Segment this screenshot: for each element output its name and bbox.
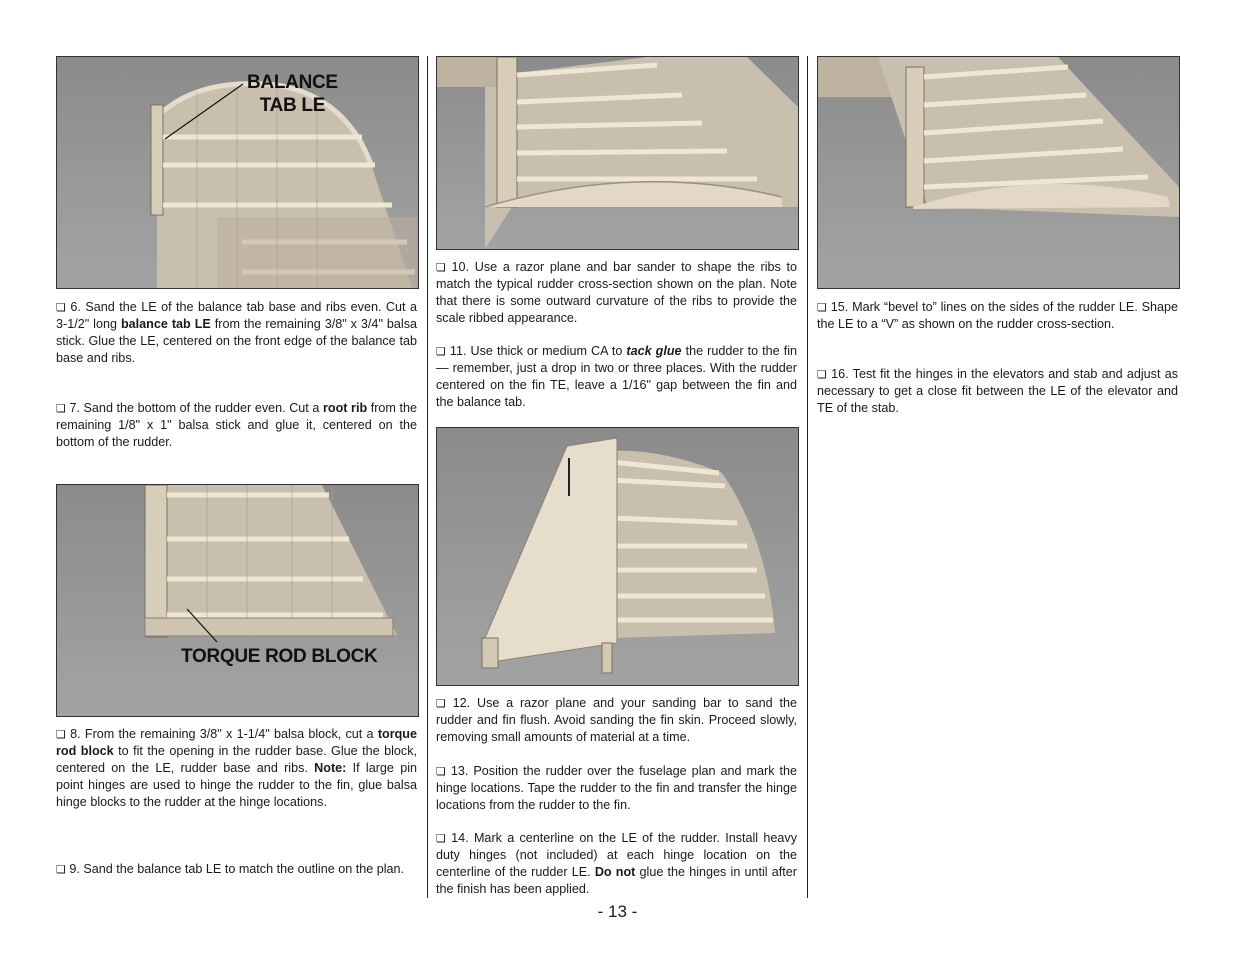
checkbox-icon[interactable]: ❏ [436, 261, 446, 274]
balsa-structure-illustration [57, 57, 418, 288]
balsa-structure-illustration [57, 485, 418, 716]
step-10: ❏ 10. Use a razor plane and bar sander to shape the ribs to match the typical rudder cross-section shown on the plan. Note that there is some outward curvature of the ribs to provide the scale ribbed appearance. [436, 260, 797, 325]
checkbox-icon[interactable]: ❏ [436, 832, 446, 845]
step-7: ❏ 7. Sand the bottom of the rudder even. Cut a root rib from the remaining 1/8" x 1" balsa stick and glue it, centered on the bottom of the rudder. [56, 401, 417, 449]
checkbox-icon[interactable]: ❏ [56, 402, 66, 415]
checkbox-icon[interactable]: ❏ [817, 301, 827, 314]
photo-rudder-on-fin [436, 427, 799, 686]
column-divider-left [427, 56, 428, 898]
step-6: ❏ 6. Sand the LE of the balance tab base and ribs even. Cut a 3-1/2" long balance tab LE from the remaining 3/8" x 3/4" balsa stick. Glue the LE, centered on the front edge of the balance tab base and ribs. [56, 300, 417, 365]
photo-shaped-ribs [436, 56, 799, 250]
step-8: ❏ 8. From the remaining 3/8" x 1-1/4" balsa block, cut a torque rod block to fit the opening in the rudder base. Glue the block, centered on the LE, rudder base and ribs. Note: If large pin point hinges are used to hinge the rudder to the fin, glue balsa hinge blocks to the rudder at the hinge locations. [56, 727, 417, 809]
step-13: ❏ 13. Position the rudder over the fuselage plan and mark the hinge locations. Tape the rudder to the fin and transfer the hinge locations from the rudder to the fin. [436, 764, 797, 812]
step-11: ❏ 11. Use thick or medium CA to tack glue the rudder to the fin — remember, just a drop in two or three places. With the rudder centered on the fin TE, leave a 1/16" gap between the fin and the balance tab. [436, 344, 797, 409]
checkbox-icon[interactable]: ❏ [436, 765, 446, 778]
checkbox-icon[interactable]: ❏ [56, 301, 66, 314]
checkbox-icon[interactable]: ❏ [436, 345, 446, 358]
photo-bevel-le [817, 56, 1180, 289]
checkbox-icon[interactable]: ❏ [56, 728, 66, 741]
balsa-structure-illustration [818, 57, 1179, 288]
photo-balance-tab-le [56, 56, 419, 289]
step-14: ❏ 14. Mark a centerline on the LE of the rudder. Install heavy duty hinges (not included) at each hinge location on the centerline of the rudder LE. Do not glue the hinges in until after the finish has been applied. [436, 831, 797, 896]
checkbox-icon[interactable]: ❏ [817, 368, 827, 381]
column-divider-right [807, 56, 808, 898]
step-9: ❏ 9. Sand the balance tab LE to match the outline on the plan. [56, 862, 405, 876]
step-16: ❏ 16. Test fit the hinges in the elevators and stab and adjust as necessary to get a close fit between the LE of the elevator and TE of the stab. [817, 367, 1178, 415]
checkbox-icon[interactable]: ❏ [56, 863, 66, 876]
callout-torque-rod-block: TORQUE ROD BLOCK [181, 646, 378, 667]
checkbox-icon[interactable]: ❏ [436, 697, 446, 710]
page-number: - 13 - [597, 902, 638, 921]
photo-torque-rod-block [56, 484, 419, 717]
callout-balance-tab-le: BALANCE TAB LE [247, 72, 338, 116]
step-12: ❏ 12. Use a razor plane and your sanding bar to sand the rudder and fin flush. Avoid sanding the fin skin. Proceed slowly, removing small amounts of material at a time. [436, 696, 797, 744]
balsa-structure-illustration [437, 57, 798, 249]
balsa-structure-illustration [437, 428, 798, 685]
step-15: ❏ 15. Mark “bevel to” lines on the sides of the rudder LE. Shape the LE to a “V” as shown on the rudder cross-section. [817, 300, 1178, 331]
